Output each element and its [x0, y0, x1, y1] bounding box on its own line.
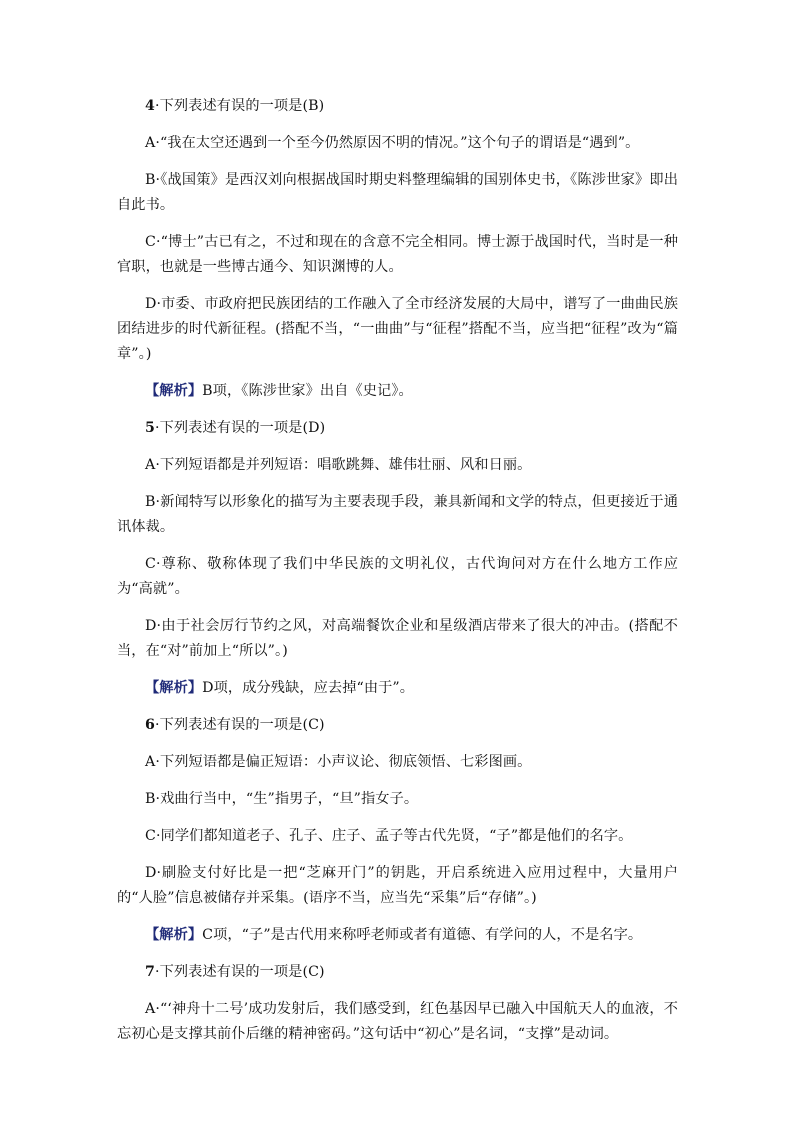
question-stem: 5·下列表述有误的一项是(D) — [145, 420, 326, 436]
question-6 — [117, 713, 678, 948]
question-stem: 4·下列表述有误的一项是(B) — [145, 98, 325, 114]
option-d: D·刷脸支付好比是一把“芝麻开门”的钥匙，开启系统进入应用过程中，大量用户的“人脸”信息被储存并采集。(语序不当，应当先“采集”后“存储”。) — [117, 865, 678, 906]
option-d: D·由于社会厉行节约之风，对高端餐饮企业和星级酒店带来了很大的冲击。(搭配不当，在“对”前加上“所以”。) — [117, 618, 678, 659]
option-a: A·“‘神舟十二号’成功发射后，我们感受到，红色基因早已融入中国航天人的血液，不忘初心是支撑其前仆后继的精神密码。”这句话中“初心”是名词，“支撑”是动词。 — [117, 1001, 678, 1042]
option-b: B·戏曲行当中，“生”指男子，“旦”指女子。 — [145, 791, 419, 807]
option-c: C·同学们都知道老子、孔子、庄子、孟子等古代先贤，“子”都是他们的名字。 — [145, 828, 633, 844]
question-5 — [117, 416, 678, 701]
option-d: D·市委、市政府把民族团结的工作融入了全市经济发展的大局中，谱写了一曲曲民族团结进步的时代新征程。(搭配不当，“一曲曲”与“征程”搭配不当，应当把“征程”改为“篇章”。) — [117, 296, 678, 362]
explanation-tag: 【解析】 — [145, 383, 203, 399]
option-c: C·“博士”古已有之，不过和现在的含意不完全相同。博士源于战国时代，当时是一种官职，也就是一些博古通今、知识渊博的人。 — [117, 234, 678, 275]
explanation-tag: 【解析】 — [145, 927, 203, 943]
question-number: 6 — [145, 717, 155, 733]
explanation: 【解析】C项，“子”是古代用来称呼老师或者有道德、有学问的人，不是名字。 — [145, 927, 643, 943]
question-7 — [117, 960, 678, 1047]
question-number: 4 — [145, 98, 155, 114]
question-stem: 7·下列表述有误的一项是(C) — [145, 964, 325, 980]
explanation-tag: 【解析】 — [145, 680, 203, 696]
explanation: 【解析】D项，成分残缺，应去掉“由于”。 — [145, 680, 415, 696]
option-c: C·尊称、敬称体现了我们中华民族的文明礼仪，古代询问对方在什么地方工作应为“高就”。 — [117, 556, 678, 597]
question-stem: 6·下列表述有误的一项是(C) — [145, 717, 325, 733]
question-number: 7 — [145, 964, 155, 980]
option-b: B·新闻特写以形象化的描写为主要表现手段，兼具新闻和文学的特点，但更接近于通讯体裁。 — [117, 494, 678, 535]
question-list — [117, 94, 678, 1059]
question-number: 5 — [145, 420, 155, 436]
question-4 — [117, 94, 678, 404]
option-a: A·下列短语都是偏正短语：小声议论、彻底领悟、七彩图画。 — [145, 754, 532, 770]
option-a: A·下列短语都是并列短语：唱歌跳舞、雄伟壮丽、风和日丽。 — [145, 457, 532, 473]
option-b: B·《战国策》是西汉刘向根据战国时期史料整理编辑的国别体史书，《陈涉世家》即出自此书。 — [117, 172, 678, 213]
option-a: A·“我在太空还遇到一个至今仍然原因不明的情况。”这个句子的谓语是“遇到”。 — [145, 135, 640, 151]
explanation: 【解析】B项，《陈涉世家》出自《史记》。 — [145, 383, 413, 399]
